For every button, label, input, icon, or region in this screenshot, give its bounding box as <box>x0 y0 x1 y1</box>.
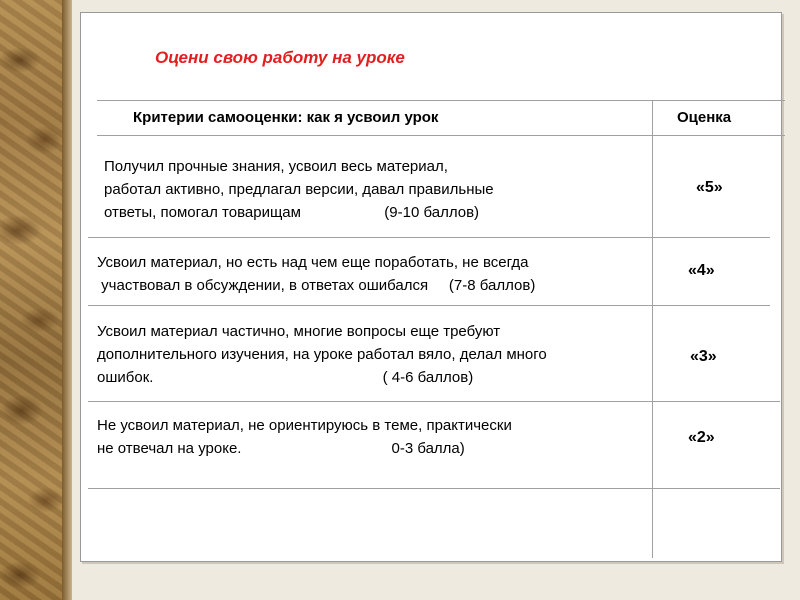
header-divider <box>97 135 785 136</box>
criteria-row-4: Усвоил материал, но есть над чем еще поработать, не всегда участвовал в обсуждении, в ответах ошибался (7-8 баллов) <box>97 254 536 294</box>
grade-2: «2» <box>688 429 715 446</box>
slide-title: Оцени свою работу на уроке <box>155 48 405 67</box>
table-top-border <box>97 100 785 101</box>
row-divider-1 <box>88 237 770 238</box>
grade-column-header: Оценка <box>677 109 732 126</box>
decorative-texture-strip <box>0 0 62 600</box>
criteria-row-5: Получил прочные знания, усвоил весь материал, работал активно, предлагал версии, давал правильные ответы, помогал товарищам (9-10 баллов) <box>104 158 494 221</box>
criteria-column-header: Критерии самооценки: как я усвоил урок <box>133 109 439 126</box>
grade-3: «3» <box>690 348 717 365</box>
row-divider-2 <box>88 305 770 306</box>
grade-4: «4» <box>688 262 715 279</box>
row-divider-4 <box>88 488 780 489</box>
row-divider-3 <box>88 401 780 402</box>
column-divider <box>652 100 653 558</box>
strip-edge <box>62 0 72 600</box>
criteria-row-3: Усвоил материал частично, многие вопросы еще требуют дополнительного изучения, на уроке работал вяло, делал много ошибок. ( 4-6 баллов) <box>97 323 547 386</box>
grade-5: «5» <box>696 179 723 196</box>
criteria-row-2: Не усвоил материал, не ориентируюсь в теме, практически не отвечал на уроке. 0-3 балла) <box>97 417 512 457</box>
